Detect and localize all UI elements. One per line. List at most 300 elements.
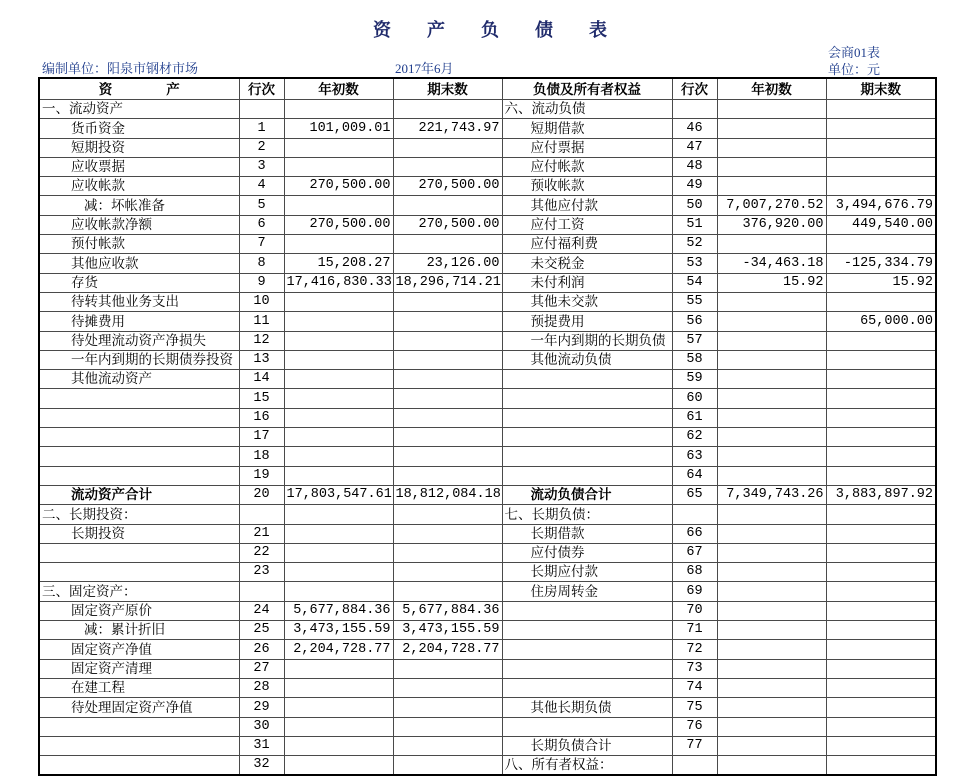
liability-row-no-cell[interactable]: 56 — [672, 312, 717, 331]
liability-end-value-cell[interactable] — [826, 292, 936, 311]
liability-end-value-cell[interactable] — [826, 119, 936, 138]
asset-row-no-cell[interactable] — [239, 100, 284, 119]
asset-label-cell[interactable]: 存货 — [39, 273, 239, 292]
liability-label-cell[interactable]: 未付利润 — [502, 273, 672, 292]
liability-end-value-cell[interactable] — [826, 350, 936, 369]
asset-end-value-cell[interactable] — [393, 408, 502, 427]
asset-end-value-cell[interactable] — [393, 717, 502, 736]
liability-row-no-cell[interactable] — [672, 505, 717, 524]
liability-begin-value-cell[interactable] — [717, 698, 826, 717]
asset-row-no-cell[interactable]: 18 — [239, 447, 284, 466]
liability-end-value-cell[interactable] — [826, 138, 936, 157]
asset-begin-value-cell[interactable] — [284, 659, 393, 678]
liability-label-cell[interactable]: 短期借款 — [502, 119, 672, 138]
asset-end-value-cell[interactable] — [393, 524, 502, 543]
asset-row-no-cell[interactable]: 23 — [239, 563, 284, 582]
asset-begin-value-cell[interactable] — [284, 389, 393, 408]
liability-row-no-cell[interactable]: 61 — [672, 408, 717, 427]
asset-label-cell[interactable]: 应收帐款净额 — [39, 215, 239, 234]
asset-label-cell[interactable]: 应收票据 — [39, 157, 239, 176]
asset-end-value-cell[interactable] — [393, 389, 502, 408]
liability-label-cell[interactable] — [502, 447, 672, 466]
asset-begin-value-cell[interactable] — [284, 524, 393, 543]
liability-row-no-cell[interactable]: 54 — [672, 273, 717, 292]
asset-label-cell[interactable]: 货币资金 — [39, 119, 239, 138]
liability-begin-value-cell[interactable] — [717, 235, 826, 254]
header-assets[interactable]: 资 产 — [39, 78, 239, 100]
liability-begin-value-cell[interactable] — [717, 428, 826, 447]
asset-end-value-cell[interactable] — [393, 582, 502, 601]
asset-begin-value-cell[interactable]: 270,500.00 — [284, 177, 393, 196]
asset-begin-value-cell[interactable] — [284, 138, 393, 157]
liability-begin-value-cell[interactable] — [717, 582, 826, 601]
asset-end-value-cell[interactable] — [393, 428, 502, 447]
asset-row-no-cell[interactable] — [239, 505, 284, 524]
liability-begin-value-cell[interactable] — [717, 524, 826, 543]
asset-row-no-cell[interactable]: 20 — [239, 485, 284, 504]
asset-end-value-cell[interactable]: 3,473,155.59 — [393, 621, 502, 640]
liability-begin-value-cell[interactable] — [717, 543, 826, 562]
asset-row-no-cell[interactable]: 32 — [239, 756, 284, 775]
asset-row-no-cell[interactable]: 2 — [239, 138, 284, 157]
asset-begin-value-cell[interactable] — [284, 292, 393, 311]
asset-end-value-cell[interactable] — [393, 563, 502, 582]
liability-begin-value-cell[interactable] — [717, 389, 826, 408]
liability-row-no-cell[interactable] — [672, 756, 717, 775]
liability-row-no-cell[interactable]: 49 — [672, 177, 717, 196]
asset-begin-value-cell[interactable] — [284, 543, 393, 562]
header-end[interactable]: 期末数 — [393, 78, 502, 100]
liability-row-no-cell[interactable]: 74 — [672, 678, 717, 697]
liability-end-value-cell[interactable] — [826, 177, 936, 196]
liability-label-cell[interactable]: 其他流动负债 — [502, 350, 672, 369]
asset-row-no-cell[interactable]: 16 — [239, 408, 284, 427]
asset-begin-value-cell[interactable] — [284, 582, 393, 601]
asset-row-no-cell[interactable]: 3 — [239, 157, 284, 176]
liability-label-cell[interactable] — [502, 370, 672, 389]
asset-begin-value-cell[interactable]: 17,803,547.61 — [284, 485, 393, 504]
asset-label-cell[interactable]: 固定资产净值 — [39, 640, 239, 659]
liability-end-value-cell[interactable]: 65,000.00 — [826, 312, 936, 331]
asset-begin-value-cell[interactable]: 3,473,155.59 — [284, 621, 393, 640]
asset-row-no-cell[interactable]: 7 — [239, 235, 284, 254]
asset-end-value-cell[interactable] — [393, 543, 502, 562]
liability-end-value-cell[interactable]: 15.92 — [826, 273, 936, 292]
asset-label-cell[interactable]: 三、固定资产： — [39, 582, 239, 601]
liability-begin-value-cell[interactable] — [717, 100, 826, 119]
asset-end-value-cell[interactable] — [393, 157, 502, 176]
liability-end-value-cell[interactable] — [826, 331, 936, 350]
liability-label-cell[interactable]: 应付债券 — [502, 543, 672, 562]
asset-begin-value-cell[interactable] — [284, 466, 393, 485]
asset-begin-value-cell[interactable]: 15,208.27 — [284, 254, 393, 273]
liability-label-cell[interactable] — [502, 640, 672, 659]
asset-label-cell[interactable] — [39, 447, 239, 466]
asset-end-value-cell[interactable]: 2,204,728.77 — [393, 640, 502, 659]
liability-row-no-cell[interactable]: 58 — [672, 350, 717, 369]
liability-row-no-cell[interactable]: 73 — [672, 659, 717, 678]
liability-end-value-cell[interactable] — [826, 389, 936, 408]
asset-row-no-cell[interactable]: 25 — [239, 621, 284, 640]
liability-end-value-cell[interactable] — [826, 543, 936, 562]
liability-begin-value-cell[interactable] — [717, 678, 826, 697]
header-row — [39, 78, 936, 100]
asset-label-cell[interactable] — [39, 563, 239, 582]
liability-row-no-cell[interactable]: 64 — [672, 466, 717, 485]
liability-row-no-cell[interactable]: 70 — [672, 601, 717, 620]
liability-row-no-cell[interactable]: 75 — [672, 698, 717, 717]
asset-end-value-cell[interactable] — [393, 196, 502, 215]
asset-label-cell[interactable]: 长期投资 — [39, 524, 239, 543]
liability-label-cell[interactable] — [502, 717, 672, 736]
asset-row-no-cell[interactable]: 12 — [239, 331, 284, 350]
liability-row-no-cell[interactable]: 57 — [672, 331, 717, 350]
liability-label-cell[interactable]: 一年内到期的长期负债 — [502, 331, 672, 350]
asset-end-value-cell[interactable] — [393, 447, 502, 466]
table-row — [39, 331, 936, 350]
liability-end-value-cell[interactable] — [826, 505, 936, 524]
asset-end-value-cell[interactable] — [393, 350, 502, 369]
asset-row-no-cell[interactable]: 22 — [239, 543, 284, 562]
liability-label-cell[interactable]: 住房周转金 — [502, 582, 672, 601]
asset-end-value-cell[interactable]: 23,126.00 — [393, 254, 502, 273]
liability-end-value-cell[interactable] — [826, 717, 936, 736]
liability-label-cell[interactable]: 未交税金 — [502, 254, 672, 273]
liability-label-cell[interactable]: 长期借款 — [502, 524, 672, 543]
liability-row-no-cell[interactable]: 47 — [672, 138, 717, 157]
asset-end-value-cell[interactable] — [393, 659, 502, 678]
liability-label-cell[interactable] — [502, 466, 672, 485]
liability-row-no-cell[interactable]: 60 — [672, 389, 717, 408]
asset-begin-value-cell[interactable] — [284, 756, 393, 775]
asset-row-no-cell[interactable]: 27 — [239, 659, 284, 678]
asset-row-no-cell[interactable]: 4 — [239, 177, 284, 196]
liability-label-cell[interactable]: 预提费用 — [502, 312, 672, 331]
asset-row-no-cell[interactable]: 17 — [239, 428, 284, 447]
table-row — [39, 447, 936, 466]
liability-begin-value-cell[interactable] — [717, 350, 826, 369]
asset-label-cell[interactable]: 在建工程 — [39, 678, 239, 697]
liability-row-no-cell[interactable]: 65 — [672, 485, 717, 504]
liability-begin-value-cell[interactable]: 7,007,270.52 — [717, 196, 826, 215]
liability-label-cell[interactable] — [502, 389, 672, 408]
liability-label-cell[interactable] — [502, 428, 672, 447]
asset-begin-value-cell[interactable] — [284, 312, 393, 331]
asset-row-no-cell[interactable]: 1 — [239, 119, 284, 138]
asset-begin-value-cell[interactable] — [284, 698, 393, 717]
asset-begin-value-cell[interactable] — [284, 428, 393, 447]
liability-begin-value-cell[interactable] — [717, 601, 826, 620]
asset-row-no-cell[interactable]: 28 — [239, 678, 284, 697]
liability-label-cell[interactable]: 应付票据 — [502, 138, 672, 157]
asset-row-no-cell[interactable]: 11 — [239, 312, 284, 331]
liability-begin-value-cell[interactable] — [717, 370, 826, 389]
liability-begin-value-cell[interactable] — [717, 736, 826, 755]
asset-begin-value-cell[interactable] — [284, 331, 393, 350]
liability-row-no-cell[interactable]: 77 — [672, 736, 717, 755]
asset-end-value-cell[interactable]: 270,500.00 — [393, 177, 502, 196]
liability-end-value-cell[interactable] — [826, 466, 936, 485]
liability-begin-value-cell[interactable] — [717, 756, 826, 775]
liability-row-no-cell[interactable]: 76 — [672, 717, 717, 736]
asset-end-value-cell[interactable] — [393, 505, 502, 524]
liability-end-value-cell[interactable] — [826, 659, 936, 678]
liability-row-no-cell[interactable]: 51 — [672, 215, 717, 234]
asset-label-cell[interactable]: 预付帐款 — [39, 235, 239, 254]
liability-row-no-cell[interactable]: 52 — [672, 235, 717, 254]
asset-begin-value-cell[interactable] — [284, 678, 393, 697]
table-row — [39, 273, 936, 292]
asset-end-value-cell[interactable]: 18,812,084.18 — [393, 485, 502, 504]
table-row — [39, 254, 936, 273]
liability-label-cell[interactable]: 应付帐款 — [502, 157, 672, 176]
liability-label-cell[interactable]: 流动负债合计 — [502, 485, 672, 504]
asset-row-no-cell[interactable]: 30 — [239, 717, 284, 736]
liability-end-value-cell[interactable] — [826, 756, 936, 775]
liability-row-no-cell[interactable]: 72 — [672, 640, 717, 659]
asset-begin-value-cell[interactable] — [284, 350, 393, 369]
liability-label-cell[interactable]: 应付福利费 — [502, 235, 672, 254]
asset-begin-value-cell[interactable] — [284, 100, 393, 119]
liability-end-value-cell[interactable] — [826, 582, 936, 601]
header-end-right[interactable]: 期末数 — [826, 78, 936, 100]
asset-label-cell[interactable]: 流动资产合计 — [39, 485, 239, 504]
asset-end-value-cell[interactable] — [393, 331, 502, 350]
liability-label-cell[interactable]: 七、长期负债： — [502, 505, 672, 524]
liability-end-value-cell[interactable]: 3,494,676.79 — [826, 196, 936, 215]
liability-end-value-cell[interactable] — [826, 428, 936, 447]
liability-begin-value-cell[interactable] — [717, 138, 826, 157]
liability-end-value-cell[interactable] — [826, 524, 936, 543]
asset-label-cell[interactable]: 固定资产原价 — [39, 601, 239, 620]
table-body — [39, 100, 936, 775]
liability-row-no-cell[interactable]: 69 — [672, 582, 717, 601]
asset-row-no-cell[interactable]: 24 — [239, 601, 284, 620]
liability-label-cell[interactable]: 应付工资 — [502, 215, 672, 234]
liability-end-value-cell[interactable] — [826, 370, 936, 389]
liability-begin-value-cell[interactable] — [717, 717, 826, 736]
asset-begin-value-cell[interactable] — [284, 235, 393, 254]
asset-end-value-cell[interactable] — [393, 756, 502, 775]
liability-label-cell[interactable] — [502, 659, 672, 678]
liability-label-cell[interactable]: 其他应付款 — [502, 196, 672, 215]
asset-end-value-cell[interactable] — [393, 736, 502, 755]
liability-begin-value-cell[interactable] — [717, 621, 826, 640]
liability-row-no-cell[interactable]: 62 — [672, 428, 717, 447]
asset-label-cell[interactable]: 应收帐款 — [39, 177, 239, 196]
liability-row-no-cell[interactable] — [672, 100, 717, 119]
liability-label-cell[interactable]: 长期负债合计 — [502, 736, 672, 755]
liability-row-no-cell[interactable]: 55 — [672, 292, 717, 311]
asset-label-cell[interactable]: 固定资产清理 — [39, 659, 239, 678]
table-row — [39, 717, 936, 736]
asset-row-no-cell[interactable]: 14 — [239, 370, 284, 389]
asset-row-no-cell[interactable] — [239, 582, 284, 601]
liability-end-value-cell[interactable] — [826, 640, 936, 659]
asset-row-no-cell[interactable]: 9 — [239, 273, 284, 292]
asset-label-cell[interactable] — [39, 717, 239, 736]
liability-row-no-cell[interactable]: 59 — [672, 370, 717, 389]
header-begin-right[interactable]: 年初数 — [717, 78, 826, 100]
liability-end-value-cell[interactable] — [826, 447, 936, 466]
asset-label-cell[interactable] — [39, 408, 239, 427]
liability-row-no-cell[interactable]: 66 — [672, 524, 717, 543]
header-begin[interactable]: 年初数 — [284, 78, 393, 100]
asset-begin-value-cell[interactable] — [284, 408, 393, 427]
header-row-no[interactable]: 行次 — [239, 78, 284, 100]
liability-begin-value-cell[interactable] — [717, 408, 826, 427]
asset-begin-value-cell[interactable] — [284, 196, 393, 215]
asset-row-no-cell[interactable]: 10 — [239, 292, 284, 311]
asset-label-cell[interactable] — [39, 389, 239, 408]
asset-begin-value-cell[interactable] — [284, 736, 393, 755]
asset-row-no-cell[interactable]: 8 — [239, 254, 284, 273]
table-row — [39, 621, 936, 640]
asset-row-no-cell[interactable]: 6 — [239, 215, 284, 234]
liability-end-value-cell[interactable] — [826, 408, 936, 427]
liability-end-value-cell[interactable]: -125,334.79 — [826, 254, 936, 273]
liability-begin-value-cell[interactable] — [717, 659, 826, 678]
liability-end-value-cell[interactable]: 449,540.00 — [826, 215, 936, 234]
table-row — [39, 640, 936, 659]
asset-end-value-cell[interactable]: 221,743.97 — [393, 119, 502, 138]
asset-label-cell[interactable] — [39, 428, 239, 447]
liability-begin-value-cell[interactable] — [717, 177, 826, 196]
table-row — [39, 601, 936, 620]
liability-label-cell[interactable]: 六、流动负债 — [502, 100, 672, 119]
asset-begin-value-cell[interactable] — [284, 717, 393, 736]
asset-end-value-cell[interactable] — [393, 100, 502, 119]
asset-label-cell[interactable]: 一、流动资产 — [39, 100, 239, 119]
asset-label-cell[interactable]: 待处理流动资产净损失 — [39, 331, 239, 350]
liability-label-cell[interactable] — [502, 678, 672, 697]
liability-end-value-cell[interactable]: 3,883,897.92 — [826, 485, 936, 504]
asset-label-cell[interactable]: 减：坏帐准备 — [39, 196, 239, 215]
asset-label-cell[interactable] — [39, 466, 239, 485]
asset-end-value-cell[interactable] — [393, 235, 502, 254]
liability-begin-value-cell[interactable] — [717, 157, 826, 176]
asset-label-cell[interactable]: 待转其他业务支出 — [39, 292, 239, 311]
asset-end-value-cell[interactable] — [393, 138, 502, 157]
liability-begin-value-cell[interactable] — [717, 447, 826, 466]
asset-row-no-cell[interactable]: 21 — [239, 524, 284, 543]
liability-begin-value-cell[interactable] — [717, 312, 826, 331]
liability-end-value-cell[interactable] — [826, 698, 936, 717]
asset-begin-value-cell[interactable]: 270,500.00 — [284, 215, 393, 234]
asset-end-value-cell[interactable]: 18,296,714.21 — [393, 273, 502, 292]
liability-end-value-cell[interactable] — [826, 678, 936, 697]
asset-row-no-cell[interactable]: 26 — [239, 640, 284, 659]
liability-end-value-cell[interactable] — [826, 100, 936, 119]
asset-label-cell[interactable]: 待摊费用 — [39, 312, 239, 331]
liability-row-no-cell[interactable]: 67 — [672, 543, 717, 562]
liability-label-cell[interactable]: 其他未交款 — [502, 292, 672, 311]
liability-row-no-cell[interactable]: 68 — [672, 563, 717, 582]
asset-begin-value-cell[interactable] — [284, 563, 393, 582]
liability-label-cell[interactable] — [502, 621, 672, 640]
liability-label-cell[interactable] — [502, 408, 672, 427]
liability-begin-value-cell[interactable] — [717, 563, 826, 582]
asset-row-no-cell[interactable]: 15 — [239, 389, 284, 408]
liability-begin-value-cell[interactable]: 376,920.00 — [717, 215, 826, 234]
liability-label-cell[interactable]: 八、所有者权益： — [502, 756, 672, 775]
asset-end-value-cell[interactable] — [393, 292, 502, 311]
liability-end-value-cell[interactable] — [826, 621, 936, 640]
asset-end-value-cell[interactable]: 270,500.00 — [393, 215, 502, 234]
asset-label-cell[interactable] — [39, 736, 239, 755]
asset-label-cell[interactable] — [39, 543, 239, 562]
asset-end-value-cell[interactable] — [393, 370, 502, 389]
header-liabilities[interactable]: 负债及所有者权益 — [502, 78, 672, 100]
asset-begin-value-cell[interactable] — [284, 157, 393, 176]
liability-begin-value-cell[interactable]: -34,463.18 — [717, 254, 826, 273]
liability-begin-value-cell[interactable] — [717, 466, 826, 485]
liability-end-value-cell[interactable] — [826, 563, 936, 582]
liability-begin-value-cell[interactable] — [717, 505, 826, 524]
asset-label-cell[interactable]: 短期投资 — [39, 138, 239, 157]
asset-end-value-cell[interactable] — [393, 466, 502, 485]
liability-label-cell[interactable]: 其他长期负债 — [502, 698, 672, 717]
asset-end-value-cell[interactable] — [393, 678, 502, 697]
asset-end-value-cell[interactable] — [393, 698, 502, 717]
asset-begin-value-cell[interactable] — [284, 370, 393, 389]
liability-label-cell[interactable]: 长期应付款 — [502, 563, 672, 582]
asset-label-cell[interactable]: 其他应收款 — [39, 254, 239, 273]
asset-label-cell[interactable]: 二、长期投资： — [39, 505, 239, 524]
liability-row-no-cell[interactable]: 46 — [672, 119, 717, 138]
liability-label-cell[interactable]: 预收帐款 — [502, 177, 672, 196]
liability-begin-value-cell[interactable] — [717, 331, 826, 350]
asset-begin-value-cell[interactable]: 5,677,884.36 — [284, 601, 393, 620]
liability-end-value-cell[interactable] — [826, 736, 936, 755]
asset-row-no-cell[interactable]: 13 — [239, 350, 284, 369]
asset-begin-value-cell[interactable]: 2,204,728.77 — [284, 640, 393, 659]
liability-row-no-cell[interactable]: 48 — [672, 157, 717, 176]
liability-begin-value-cell[interactable] — [717, 292, 826, 311]
header-row-no-right[interactable]: 行次 — [672, 78, 717, 100]
asset-row-no-cell[interactable]: 29 — [239, 698, 284, 717]
liability-begin-value-cell[interactable] — [717, 119, 826, 138]
liability-end-value-cell[interactable] — [826, 157, 936, 176]
asset-begin-value-cell[interactable] — [284, 447, 393, 466]
report-period: 2017年6月 — [395, 61, 454, 76]
liability-begin-value-cell[interactable] — [717, 640, 826, 659]
asset-row-no-cell[interactable]: 19 — [239, 466, 284, 485]
liability-row-no-cell[interactable]: 63 — [672, 447, 717, 466]
table-row — [39, 389, 936, 408]
asset-begin-value-cell[interactable] — [284, 505, 393, 524]
asset-label-cell[interactable]: 减：累计折旧 — [39, 621, 239, 640]
liability-end-value-cell[interactable] — [826, 235, 936, 254]
asset-label-cell[interactable]: 其他流动资产 — [39, 370, 239, 389]
asset-end-value-cell[interactable]: 5,677,884.36 — [393, 601, 502, 620]
asset-end-value-cell[interactable] — [393, 312, 502, 331]
liability-row-no-cell[interactable]: 53 — [672, 254, 717, 273]
asset-label-cell[interactable]: 待处理固定资产净值 — [39, 698, 239, 717]
asset-begin-value-cell[interactable]: 101,009.01 — [284, 119, 393, 138]
asset-label-cell[interactable] — [39, 756, 239, 775]
liability-label-cell[interactable] — [502, 601, 672, 620]
liability-begin-value-cell[interactable]: 15.92 — [717, 273, 826, 292]
asset-row-no-cell[interactable]: 31 — [239, 736, 284, 755]
asset-begin-value-cell[interactable]: 17,416,830.33 — [284, 273, 393, 292]
asset-label-cell[interactable]: 一年内到期的长期债券投资 — [39, 350, 239, 369]
liability-begin-value-cell[interactable]: 7,349,743.26 — [717, 485, 826, 504]
liability-row-no-cell[interactable]: 71 — [672, 621, 717, 640]
liability-end-value-cell[interactable] — [826, 601, 936, 620]
liability-row-no-cell[interactable]: 50 — [672, 196, 717, 215]
asset-row-no-cell[interactable]: 5 — [239, 196, 284, 215]
